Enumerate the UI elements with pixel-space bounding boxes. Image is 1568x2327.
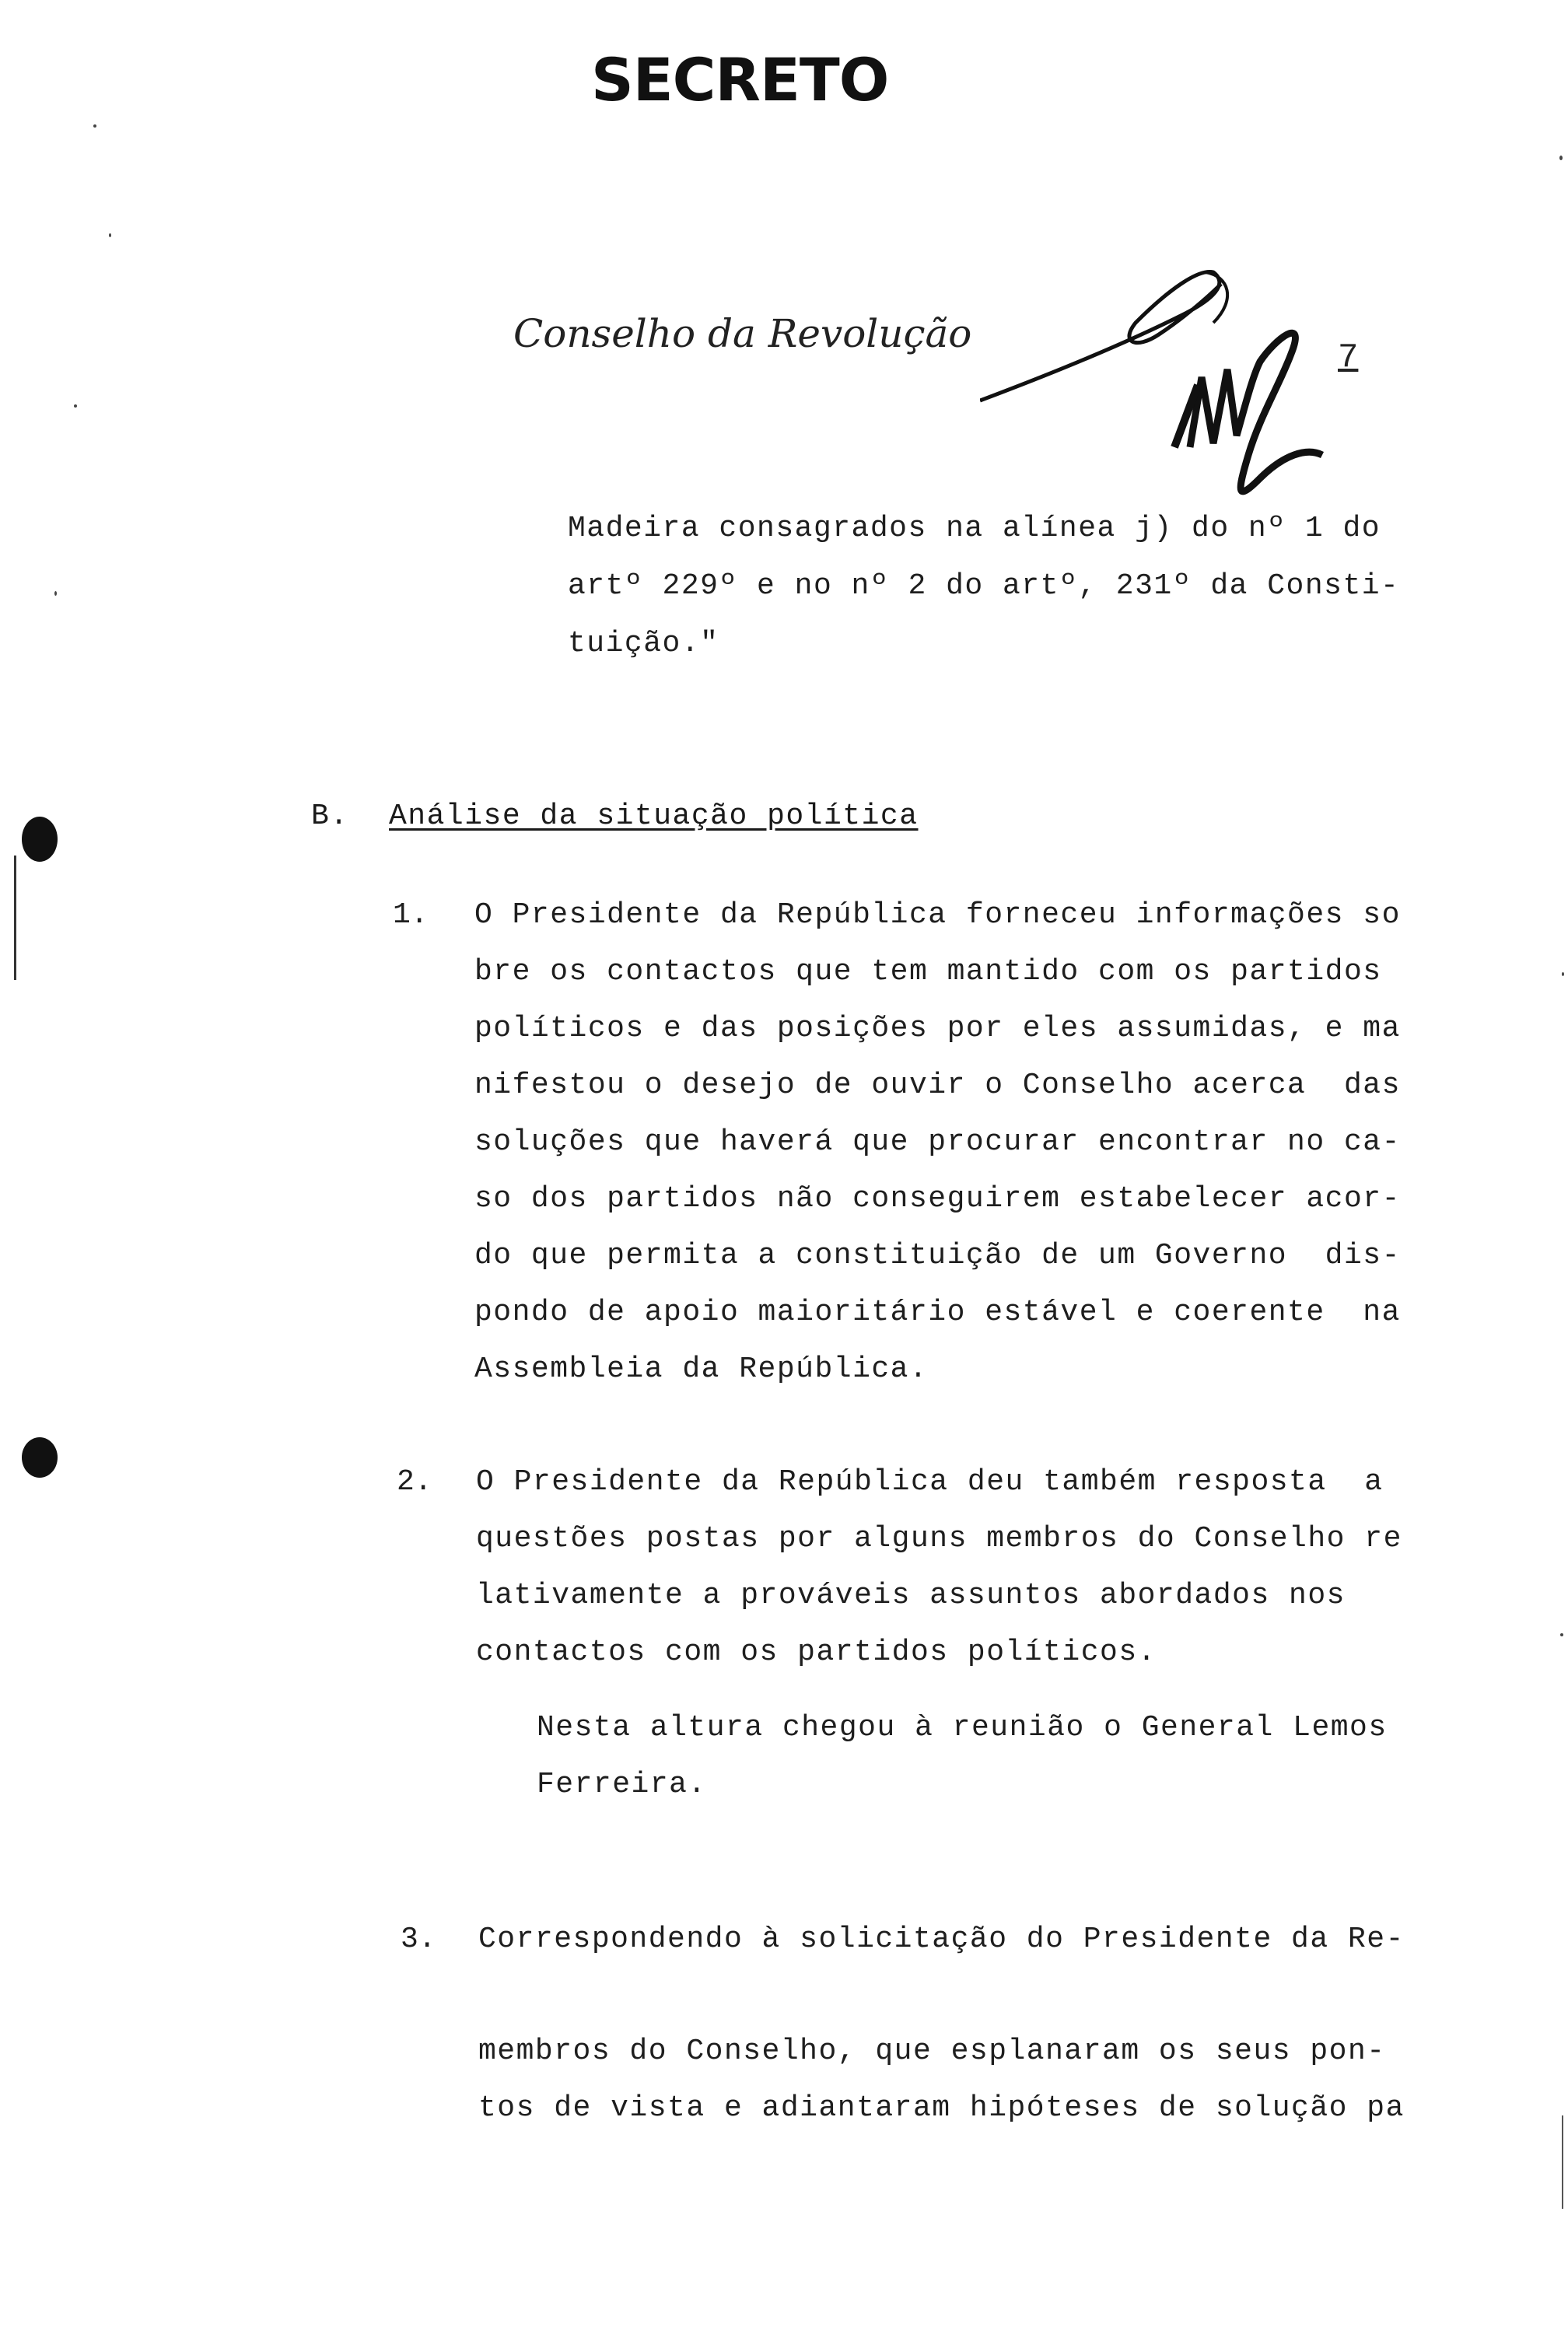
body-line: Madeira consagrados na alínea j) do nº 1 do [568, 512, 1381, 545]
item-number: 3. [401, 1923, 436, 1956]
punch-hole [22, 817, 58, 862]
body-line: pondo de apoio maioritário estável e coerente na [474, 1296, 1401, 1329]
page-number: 7 [1338, 338, 1359, 377]
body-line: so dos partidos não conseguirem estabelecer acor- [474, 1182, 1401, 1216]
scan-edge-mark [1562, 2115, 1563, 2209]
body-line: políticos e das posições por eles assumidas, e ma [474, 1012, 1401, 1045]
scan-speck [109, 233, 111, 237]
body-line: bre os contactos que tem mantido com os partidos [474, 955, 1382, 989]
body-line: artº 229º e no nº 2 do artº, 231º da Consti- [568, 569, 1400, 603]
body-line: do que permita a constituição de um Governo dis- [474, 1239, 1401, 1272]
body-line: lativamente a prováveis assuntos abordados nos [476, 1579, 1346, 1612]
punch-hole [22, 1437, 58, 1478]
body-line: Assembleia da República. [474, 1352, 929, 1386]
body-line: membros do Conselho, que esplanaram os seus pon- [478, 2035, 1386, 2068]
item-number: 2. [397, 1465, 432, 1499]
body-line: O Presidente da República forneceu informações so [474, 898, 1401, 932]
body-line: tuição." [568, 627, 719, 660]
body-line: nifestou o desejo de ouvir o Conselho acerca das [474, 1069, 1401, 1102]
scan-speck [1562, 972, 1564, 976]
scan-speck [93, 124, 96, 128]
item-number: 1. [393, 898, 429, 932]
classification-stamp: SECRETO [591, 45, 889, 114]
scan-speck [54, 591, 57, 596]
body-line: contactos com os partidos políticos. [476, 1636, 1157, 1669]
body-line: soluções que haverá que procurar encontrar no ca- [474, 1125, 1401, 1159]
section-title: Análise da situação política [389, 800, 919, 833]
section-letter: B. [311, 800, 349, 833]
scan-edge-mark [14, 856, 16, 980]
note-line: Ferreira. [537, 1768, 707, 1801]
body-line: questões postas por alguns membros do Conselho re [476, 1522, 1402, 1555]
note-line: Nesta altura chegou à reunião o General Lemos [537, 1711, 1388, 1744]
scan-speck [1560, 1633, 1563, 1636]
body-line: tos de vista e adiantaram hipóteses de solução pa [478, 2091, 1405, 2125]
letterhead-institution: Conselho da Revolução [513, 311, 972, 356]
body-line: Correspondendo à solicitação do Presidente da Re- [478, 1923, 1405, 1956]
scan-speck [74, 404, 77, 408]
signature-image [980, 268, 1338, 502]
body-line: O Presidente da República deu também resposta a [476, 1465, 1384, 1499]
scan-speck [1559, 156, 1563, 160]
